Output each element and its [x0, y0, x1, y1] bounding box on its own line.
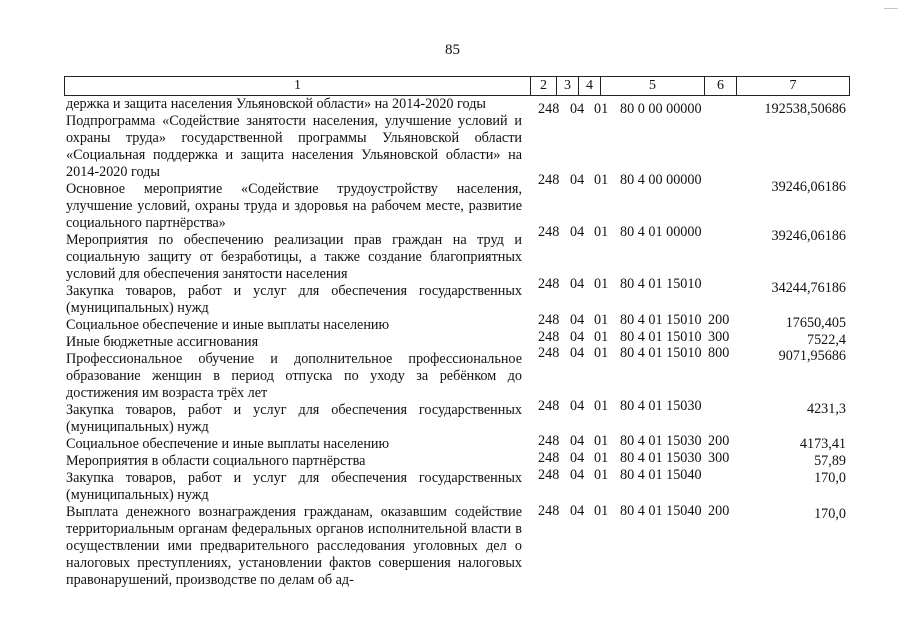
cell-section: 04: [570, 329, 585, 345]
header-col-2: 2: [531, 77, 557, 95]
cell-target-article: 80 4 01 00000: [620, 224, 702, 240]
cell-expense-type: 300: [708, 329, 730, 345]
cell-ministry-code: 248: [538, 329, 560, 345]
header-col-7: 7: [789, 78, 797, 93]
cell-ministry-code: 248: [538, 345, 560, 361]
cell-ministry-code: 248: [538, 101, 560, 117]
cell-target-article: 80 4 01 15010: [620, 276, 702, 292]
table-row: [530, 172, 848, 195]
cell-amount: 39246,06186: [771, 228, 846, 244]
table-row: [530, 312, 848, 329]
item-description: Выплата денежного вознаграждения гражданам, оказавшим содействие территориальным органам федеральных органов исполнительной власти в осуществлении ими предварительного расследования уголовных дел о налоговых преступлениях, установлении фактов совершения налоговых правонарушений, производстве по делам об ад-: [66, 504, 522, 588]
page-number: 85: [445, 42, 460, 58]
cell-subsection: 01: [594, 398, 609, 414]
cell-ministry-code: 248: [538, 276, 560, 292]
item-description: Основное мероприятие «Содействие трудоустройству населения, улучшение условий, охраны труда и здоровья на рабочем месте, развитие социального партнёрства»: [66, 181, 522, 231]
cell-target-article: 80 4 01 15030: [620, 450, 702, 466]
cell-expense-type: 200: [708, 503, 730, 519]
cell-subsection: 01: [594, 101, 609, 117]
cell-subsection: 01: [594, 450, 609, 466]
table-row: [530, 503, 848, 520]
item-description: Закупка товаров, работ и услуг для обеспечения государственных (муниципальных) нужд: [66, 283, 522, 316]
cell-subsection: 01: [594, 503, 609, 519]
cell-expense-type: 200: [708, 433, 730, 449]
cell-section: 04: [570, 172, 585, 188]
cell-ministry-code: 248: [538, 224, 560, 240]
table-row: [530, 101, 848, 118]
table-row: [530, 276, 848, 296]
table-row: [530, 398, 848, 415]
item-description: Подпрограмма «Содействие занятости населения, улучшение условий и охраны труда» государственной программы Ульяновской области «Социальная поддержка и защита населения Ульяновской области» на 2014-2020 годы: [66, 113, 522, 180]
cell-amount: 4173,41: [799, 436, 846, 452]
cell-target-article: 80 4 01 15040: [620, 467, 702, 483]
cell-target-article: 80 4 01 15010: [620, 329, 702, 345]
cell-ministry-code: 248: [538, 450, 560, 466]
cell-section: 04: [570, 450, 585, 466]
cell-target-article: 80 4 01 15010: [620, 312, 702, 328]
cell-section: 04: [570, 312, 585, 328]
cell-amount: 57,89: [814, 453, 846, 469]
cell-expense-type: 800: [708, 345, 730, 361]
cell-amount: 170,0: [814, 470, 846, 486]
cell-ministry-code: 248: [538, 503, 560, 519]
cell-amount: 192538,50686: [764, 101, 846, 117]
cell-target-article: 80 4 01 15030: [620, 398, 702, 414]
cell-section: 04: [570, 467, 585, 483]
item-description: Закупка товаров, работ и услуг для обеспечения государственных (муниципальных) нужд: [66, 402, 522, 435]
cell-target-article: 80 4 00 00000: [620, 172, 702, 188]
table-header: [64, 76, 850, 96]
table-row: [530, 329, 848, 346]
header-col-1: 1: [65, 77, 531, 95]
cell-amount: 34244,76186: [771, 280, 846, 296]
cell-target-article: 80 0 00 00000: [620, 101, 702, 117]
table-row: [530, 450, 848, 467]
table-row: [530, 224, 848, 244]
item-description: Мероприятия по обеспечению реализации прав граждан на труд и социальную защиту от безработицы, а также создание благоприятных условий для обеспечения занятости населения: [66, 232, 522, 282]
item-description: Социальное обеспечение и иные выплаты населению: [66, 436, 390, 452]
item-description: держка и защита населения Ульяновской области» на 2014-2020 годы: [66, 96, 486, 112]
item-description: Иные бюджетные ассигнования: [66, 334, 259, 350]
scan-corner-mark: [884, 8, 898, 9]
cell-ministry-code: 248: [538, 433, 560, 449]
cell-subsection: 01: [594, 312, 609, 328]
header-col-3: 3: [557, 77, 579, 95]
item-description: Социальное обеспечение и иные выплаты населению: [66, 317, 390, 333]
cell-section: 04: [570, 345, 585, 361]
cell-target-article: 80 4 01 15010: [620, 345, 702, 361]
cell-amount: 170,0: [814, 506, 846, 522]
header-col-5: 5: [601, 77, 705, 95]
cell-subsection: 01: [594, 276, 609, 292]
cell-subsection: 01: [594, 172, 609, 188]
header-col-6: 6: [705, 77, 737, 95]
cell-expense-type: 200: [708, 312, 730, 328]
cell-subsection: 01: [594, 345, 609, 361]
header-col-4: 4: [579, 77, 601, 95]
cell-subsection: 01: [594, 467, 609, 483]
description-column: [66, 96, 522, 589]
cell-section: 04: [570, 503, 585, 519]
table-row: [530, 433, 848, 450]
item-description: Профессиональное обучение и дополнительное профессиональное образование женщин в период отпуска по уходу за ребёнком до достижения им возраста трёх лет: [66, 351, 522, 401]
table-row: [530, 467, 848, 484]
cell-target-article: 80 4 01 15030: [620, 433, 702, 449]
cell-section: 04: [570, 433, 585, 449]
cell-amount: 7522,4: [806, 332, 846, 348]
cell-amount: 17650,405: [785, 315, 846, 331]
cell-subsection: 01: [594, 433, 609, 449]
table-row: [530, 345, 848, 362]
cell-ministry-code: 248: [538, 172, 560, 188]
item-description: Закупка товаров, работ и услуг для обеспечения государственных (муниципальных) нужд: [66, 470, 522, 503]
cell-amount: 9071,95686: [778, 348, 846, 364]
cell-expense-type: 300: [708, 450, 730, 466]
cell-section: 04: [570, 224, 585, 240]
cell-subsection: 01: [594, 329, 609, 345]
cell-amount: 39246,06186: [771, 179, 846, 195]
cell-ministry-code: 248: [538, 312, 560, 328]
cell-amount: 4231,3: [806, 401, 846, 417]
cell-ministry-code: 248: [538, 398, 560, 414]
cell-subsection: 01: [594, 224, 609, 240]
cell-section: 04: [570, 398, 585, 414]
cell-section: 04: [570, 276, 585, 292]
cell-target-article: 80 4 01 15040: [620, 503, 702, 519]
cell-ministry-code: 248: [538, 467, 560, 483]
item-description: Мероприятия в области социального партнёрства: [66, 453, 366, 469]
cell-section: 04: [570, 101, 585, 117]
